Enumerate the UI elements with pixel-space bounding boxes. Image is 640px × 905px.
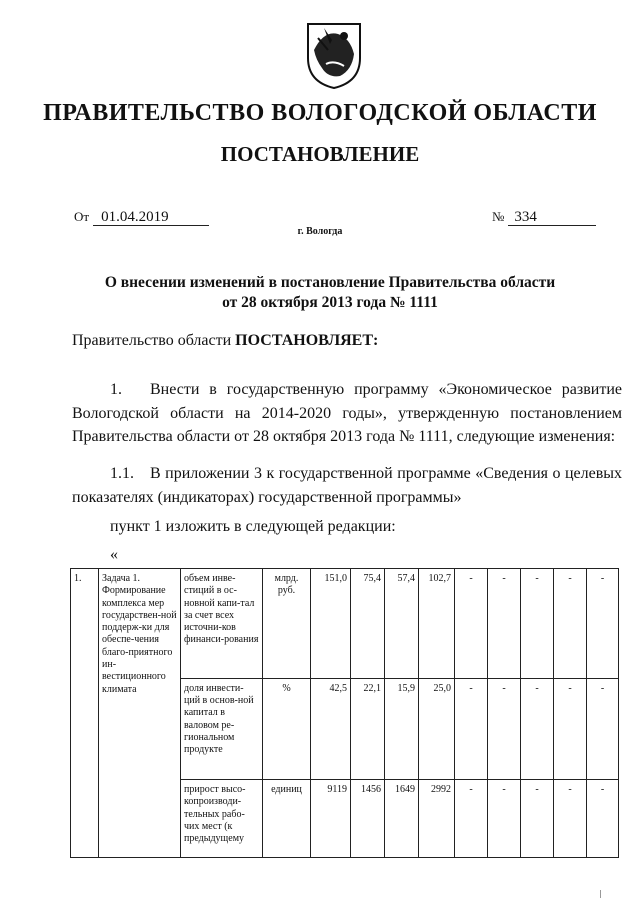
indicator-cell: объем инве-стиций в ос-новной капи-тал за счет всех источни-ков финанси-рования [181,569,263,679]
document-type: ПОСТАНОВЛЕНИЕ [220,142,420,166]
task-cell: Задача 1. Формирование комплекса мер государствен-ной поддерж-ки для обеспе-чения благо-приятного ин-вестиционного климата [99,569,181,858]
paragraph-1-1-continuation: пункт 1 изложить в следующей редакции: [110,518,396,535]
dash-cell: - [587,569,619,679]
dash-cell: - [521,678,554,779]
row-number-cell: 1. [71,569,99,858]
date-prefix: От [74,209,90,224]
subject-line-1: О внесении изменений в постановление Правительства области [104,274,556,291]
paragraph-1 [72,378,622,449]
unit-cell: единиц [263,780,311,858]
paragraph-1-1-number: 1.1. [110,465,134,482]
coat-of-arms-emblem [304,20,364,90]
document-subject [60,273,600,313]
document-number: 334 [508,209,596,226]
dash-cell: - [587,678,619,779]
subject-line-2: от 28 октября 2013 года № 1111 [222,294,438,311]
document-date: 01.04.2019 [93,209,209,226]
indicators-table [70,568,619,858]
dash-cell: - [554,678,587,779]
value-cell: 1456 [351,780,385,858]
value-cell: 75,4 [351,569,385,679]
value-cell: 2992 [419,780,455,858]
dash-cell: - [554,569,587,679]
dash-cell: - [488,678,521,779]
dash-cell: - [488,780,521,858]
dash-cell: - [455,678,488,779]
unit-cell: млрд. руб. [263,569,311,679]
dash-cell: - [488,569,521,679]
dash-cell: - [521,780,554,858]
value-cell: 22,1 [351,678,385,779]
value-cell: 42,5 [311,678,351,779]
dash-cell: - [521,569,554,679]
paragraph-1-1-text: В приложении 3 к государственной программе «Сведения о целевых показателях (индикаторах) государственной программы» [72,465,622,506]
paragraph-1-1 [72,462,622,509]
date-block [74,208,209,226]
value-cell: 9119 [311,780,351,858]
dash-cell: - [554,780,587,858]
preamble-decree: ПОСТАНОВЛЯЕТ: [235,332,379,349]
value-cell: 1649 [385,780,419,858]
dash-cell: - [455,780,488,858]
page-edge-mark [600,890,601,898]
quote-open: « [110,546,118,563]
preamble-text: Правительство области [72,332,236,349]
table-row [71,569,619,679]
paragraph-1-number: 1. [110,381,122,398]
city-label: г. Вологда [297,226,343,237]
value-cell: 25,0 [419,678,455,779]
paragraph-1-text: Внести в государственную программу «Экономическое развитие Вологодской области на 2014-2020 годы», утвержденную постановлением Правительства области от 28 октября 2013 года № 1111, следующие изменения: [72,381,622,445]
value-cell: 102,7 [419,569,455,679]
value-cell: 15,9 [385,678,419,779]
indicator-cell: доля инвести-ций в основ-ной капитал в валовом ре-гиональном продукте [181,678,263,779]
value-cell: 57,4 [385,569,419,679]
number-block [492,208,596,226]
dash-cell: - [455,569,488,679]
preamble [72,332,378,350]
dash-cell: - [587,780,619,858]
number-prefix: № [492,209,505,224]
value-cell: 151,0 [311,569,351,679]
organization-title: ПРАВИТЕЛЬСТВО ВОЛОГОДСКОЙ ОБЛАСТИ [43,100,597,126]
unit-cell: % [263,678,311,779]
indicator-cell: прирост высо-копроизводи-тельных рабо-чих мест (к предыдущему [181,780,263,858]
